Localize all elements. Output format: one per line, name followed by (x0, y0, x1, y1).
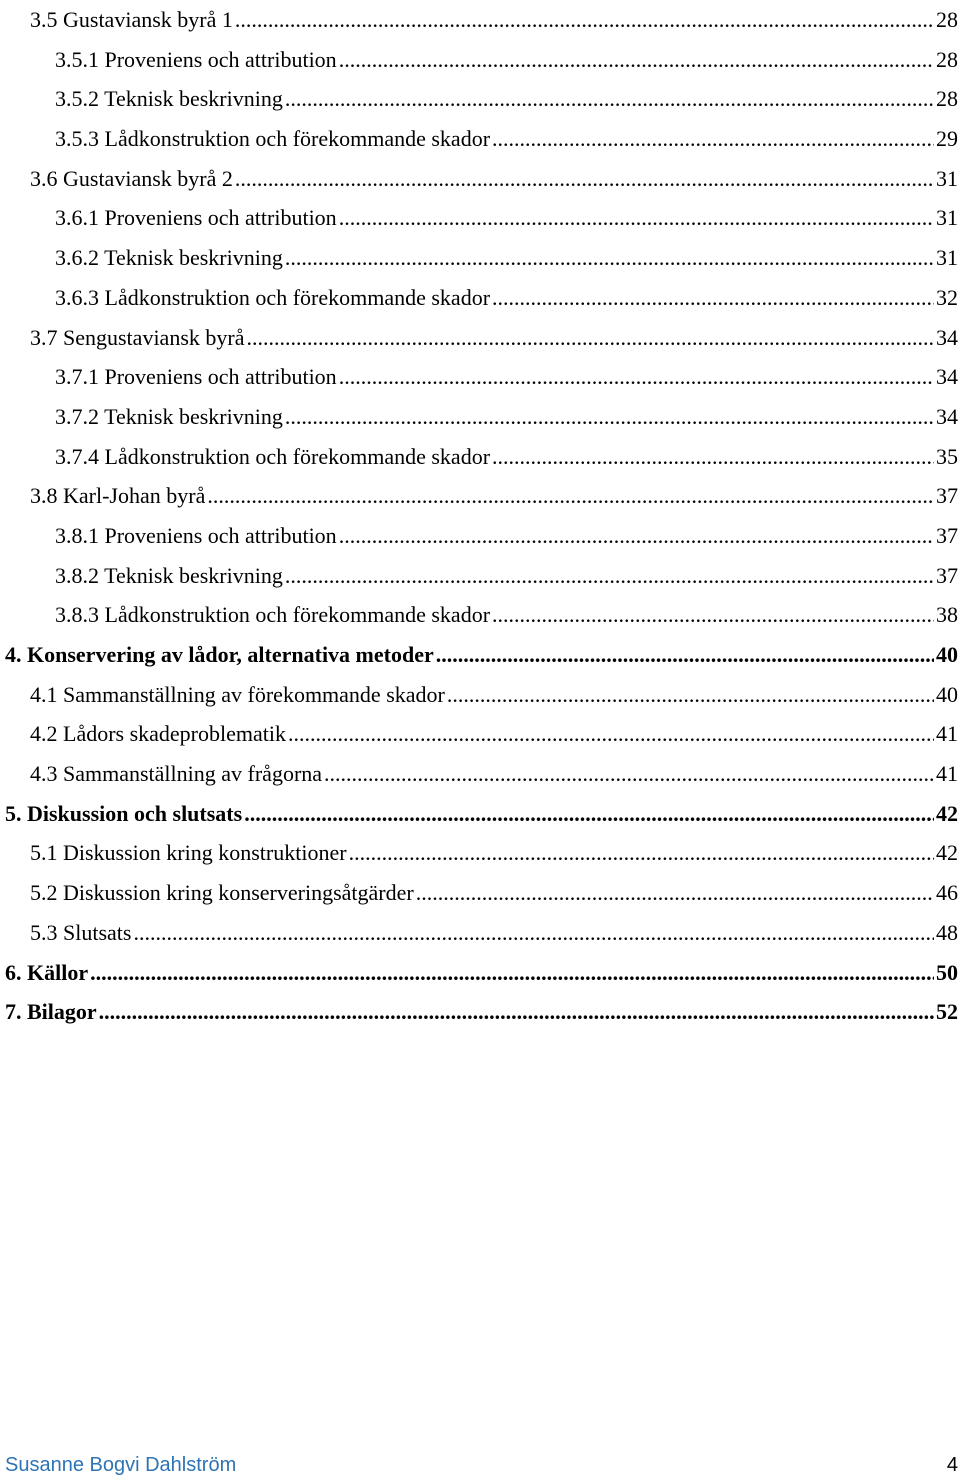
toc-dot-leader (235, 0, 934, 40)
toc-entry[interactable] (0, 953, 960, 993)
toc-dot-leader (90, 953, 934, 993)
toc-dot-leader (339, 40, 934, 80)
toc-dot-leader (339, 516, 934, 556)
toc-entry-title: 6. Källor (5, 959, 89, 985)
toc-entry-page-number: 31 (936, 205, 958, 231)
toc-dot-leader (285, 79, 934, 119)
toc-entry[interactable] (0, 40, 960, 80)
toc-entry[interactable] (0, 397, 960, 437)
toc-dot-leader (349, 833, 934, 873)
toc-entry-page-number: 42 (936, 800, 958, 826)
footer-author: Susanne Bogvi Dahlström (5, 1453, 237, 1476)
toc-entry-title: 4.2 Lådors skadeproblematik (30, 721, 286, 747)
toc-entry[interactable] (0, 318, 960, 358)
toc-entry[interactable] (0, 437, 960, 477)
toc-entry-page-number: 52 (936, 999, 958, 1025)
toc-dot-leader (285, 238, 934, 278)
toc-entry-title: 3.8.1 Proveniens och attribution (55, 522, 337, 548)
toc-entry-page-number: 38 (936, 602, 958, 628)
toc-entry-page-number: 50 (936, 959, 958, 985)
toc-entry-page-number: 37 (936, 562, 958, 588)
toc-entry-title: 5.2 Diskussion kring konserveringsåtgärder (30, 880, 414, 906)
toc-entry[interactable] (0, 238, 960, 278)
toc-entry-page-number: 34 (936, 324, 958, 350)
toc-dot-leader (285, 397, 934, 437)
toc-entry[interactable] (0, 198, 960, 238)
toc-entry-title: 4.1 Sammanställning av förekommande skador (30, 681, 445, 707)
toc-dot-leader (207, 476, 934, 516)
toc-entry-title: 3.6.3 Lådkonstruktion och förekommande skador (55, 284, 491, 310)
toc-dot-leader (246, 318, 934, 358)
toc-entry-page-number: 34 (936, 364, 958, 390)
toc-dot-leader (288, 714, 934, 754)
toc-entry[interactable] (0, 833, 960, 873)
toc-entry-title: 3.7.2 Teknisk beskrivning (55, 403, 283, 429)
toc-entry[interactable] (0, 873, 960, 913)
toc-entry[interactable] (0, 159, 960, 199)
toc-entry-page-number: 37 (936, 483, 958, 509)
toc-entry-page-number: 37 (936, 522, 958, 548)
toc-entry-title: 3.6.2 Teknisk beskrivning (55, 245, 283, 271)
toc-entry-title: 3.5.2 Teknisk beskrivning (55, 86, 283, 112)
toc-dot-leader (492, 595, 934, 635)
toc-entry-title: 3.5 Gustaviansk byrå 1 (30, 7, 233, 32)
toc-dot-leader (324, 754, 934, 794)
footer-page-number: 4 (946, 1453, 958, 1476)
toc-entry-page-number: 34 (936, 403, 958, 429)
toc-entry-page-number: 41 (936, 761, 958, 787)
toc-entry-title: 5.3 Slutsats (30, 919, 132, 945)
toc-entry-title: 4. Konservering av lådor, alternativa metoder (5, 642, 434, 667)
toc-entry-title: 5. Diskussion och slutsats (5, 800, 243, 826)
toc-dot-leader (492, 278, 934, 318)
toc-entry-title: 3.7.1 Proveniens och attribution (55, 364, 337, 390)
toc-entry-title: 3.5.3 Lådkonstruktion och förekommande skador (55, 126, 491, 152)
toc-entry[interactable] (0, 119, 960, 159)
toc-entry-page-number: 32 (936, 284, 958, 310)
toc-entry-page-number: 42 (936, 840, 958, 866)
toc-entry-page-number: 31 (936, 245, 958, 271)
toc-entry[interactable] (0, 794, 960, 834)
toc-dot-leader (99, 992, 934, 1032)
toc-dot-leader (416, 873, 934, 913)
page-footer (5, 1452, 958, 1478)
toc-entry-page-number: 46 (936, 880, 958, 906)
toc-entry-title: 3.8 Karl-Johan byrå (30, 483, 206, 509)
toc-entry-page-number: 40 (936, 681, 958, 707)
toc-dot-leader (436, 635, 934, 675)
toc-entry[interactable] (0, 476, 960, 516)
toc-entry-title: 4.3 Sammanställning av frågorna (30, 761, 323, 787)
toc-dot-leader (447, 675, 934, 715)
toc-entry-page-number: 35 (936, 443, 958, 469)
toc-entry-title: 3.8.3 Lådkonstruktion och förekommande skador (55, 602, 491, 628)
toc-dot-leader (133, 913, 934, 953)
toc-entry[interactable] (0, 357, 960, 397)
toc-entry-page-number: 40 (936, 642, 958, 667)
toc-entry[interactable] (0, 556, 960, 596)
toc-entry-page-number: 31 (936, 165, 958, 191)
toc-entry-title: 5.1 Diskussion kring konstruktioner (30, 840, 347, 866)
toc-entry-title: 3.6 Gustaviansk byrå 2 (30, 165, 233, 191)
toc-entry[interactable] (0, 516, 960, 556)
toc-entry-page-number: 28 (936, 86, 958, 112)
toc-entry-page-number: 29 (936, 126, 958, 152)
toc-dot-leader (244, 794, 934, 834)
toc-entry[interactable] (0, 79, 960, 119)
toc-entry[interactable] (0, 913, 960, 953)
toc-dot-leader (339, 198, 934, 238)
toc-entry-title: 3.6.1 Proveniens och attribution (55, 205, 337, 231)
toc-dot-leader (235, 159, 934, 199)
toc-dot-leader (492, 437, 934, 477)
toc-entry[interactable] (0, 992, 960, 1032)
toc-entry[interactable] (0, 595, 960, 635)
toc-entry-page-number: 48 (936, 919, 958, 945)
toc-entry[interactable] (0, 675, 960, 715)
toc-dot-leader (492, 119, 934, 159)
toc-entry-page-number: 28 (936, 46, 958, 72)
toc-dot-leader (285, 556, 934, 596)
toc-entry-title: 7. Bilagor (5, 999, 97, 1025)
toc-entry-title: 3.5.1 Proveniens och attribution (55, 46, 337, 72)
toc-dot-leader (339, 357, 934, 397)
toc-entry[interactable] (0, 714, 960, 754)
toc-entry[interactable] (0, 278, 960, 318)
toc-entry-title: 3.8.2 Teknisk beskrivning (55, 562, 283, 588)
toc-entry-title: 3.7 Sengustaviansk byrå (30, 324, 245, 350)
toc-entry-page-number: 28 (936, 7, 958, 32)
toc-entry[interactable] (0, 754, 960, 794)
toc-entry[interactable] (0, 0, 960, 40)
toc-entry-title: 3.7.4 Lådkonstruktion och förekommande skador (55, 443, 491, 469)
toc-entry[interactable] (0, 635, 960, 675)
toc-entry-page-number: 41 (936, 721, 958, 747)
